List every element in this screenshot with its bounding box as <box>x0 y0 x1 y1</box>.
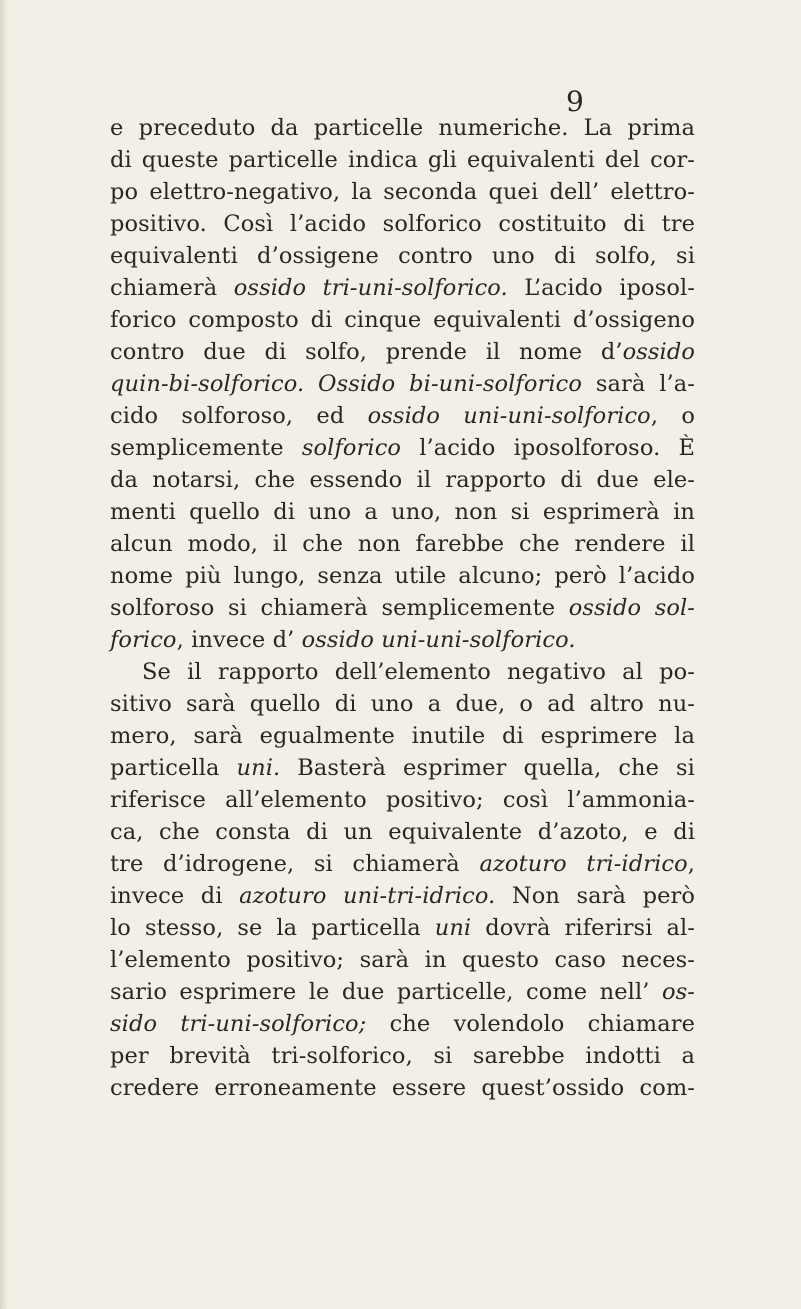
text-segment: equivalenti d’ossigene contro uno di solfo, si <box>110 243 695 269</box>
text-segment: particella <box>110 755 237 781</box>
text-segment: cido solforoso, ed <box>110 403 368 429</box>
text-line <box>110 400 695 432</box>
text-line <box>110 112 695 144</box>
text-line <box>110 784 695 816</box>
text-segment: l’elemento positivo; sarà in questo caso neces- <box>110 947 695 973</box>
italic-text-segment: sido tri-uni-solforico; <box>110 1011 367 1037</box>
page-number: 9 <box>566 85 584 118</box>
italic-text-segment: uni <box>434 915 472 941</box>
text-line <box>110 464 695 496</box>
text-line <box>110 656 695 688</box>
text-segment: sitivo sarà quello di uno a due, o ad altro nu- <box>110 691 695 717</box>
page-edge-shadow <box>0 0 8 1309</box>
text-segment: semplicemente <box>110 435 302 461</box>
text-segment: lo stesso, se la particella <box>110 915 435 941</box>
text-segment: sarà l’a- <box>582 371 695 397</box>
text-segment: da notarsi, che essendo il rapporto di due ele- <box>110 467 695 493</box>
text-segment: riferisce all’elemento positivo; così l’ammonia- <box>110 787 695 813</box>
text-line <box>110 560 695 592</box>
text-segment: Se il rapporto dell’elemento negativo al po- <box>142 659 695 685</box>
text-line <box>110 432 695 464</box>
italic-text-segment: ossido tri-uni-solforico. <box>233 275 508 301</box>
text-line <box>110 528 695 560</box>
text-line <box>110 144 695 176</box>
italic-text-segment: ossido sol- <box>568 595 695 621</box>
text-segment: l’acido iposolforoso. È <box>401 435 696 461</box>
text-segment: chiamerà <box>110 275 234 301</box>
text-segment: di queste particelle indica gli equivalenti del cor- <box>110 147 695 173</box>
text-line <box>110 1040 695 1072</box>
italic-text-segment: os- <box>662 979 695 1005</box>
italic-text-segment: azoturo uni-tri-idrico. <box>239 883 496 909</box>
body-text <box>110 112 695 1104</box>
text-line <box>110 368 695 400</box>
text-line <box>110 1008 695 1040</box>
text-line <box>110 240 695 272</box>
text-segment: positivo. Così l’acido solforico costituito di tre <box>110 211 695 237</box>
text-segment: contro due di solfo, prende il nome d’ <box>110 339 623 365</box>
text-segment: menti quello di uno a uno, non si esprimerà in <box>110 499 695 525</box>
text-line <box>110 976 695 1008</box>
italic-text-segment: solforico <box>301 435 402 461</box>
text-line <box>110 592 695 624</box>
text-segment: mero, sarà egualmente inutile di esprimere la <box>110 723 695 749</box>
italic-text-segment: ossido uni-uni-solforico <box>367 403 651 429</box>
text-segment: , o <box>650 403 695 429</box>
text-line <box>110 304 695 336</box>
italic-text-segment: azoturo tri-idrico <box>479 851 688 877</box>
text-segment: Non sarà però <box>495 883 695 909</box>
italic-text-segment: quin-bi-solforico. Ossido bi-uni-solforico <box>110 371 583 397</box>
italic-text-segment: ossido uni-uni-solforico. <box>301 627 576 653</box>
text-line <box>110 720 695 752</box>
text-segment: ca, che consta di un equivalente d’azoto, e di <box>110 819 695 845</box>
text-segment: nome più lungo, senza utile alcuno; però l’acido <box>110 563 695 589</box>
text-segment: po elettro-negativo, la seconda quei dell’ elettro- <box>110 179 695 205</box>
text-line <box>110 912 695 944</box>
text-segment: solforoso si chiamerà semplicemente <box>110 595 569 621</box>
text-line <box>110 688 695 720</box>
text-line <box>110 208 695 240</box>
text-line <box>110 496 695 528</box>
text-line <box>110 336 695 368</box>
text-segment: Basterà esprimer quella, che si <box>280 755 695 781</box>
text-line <box>110 816 695 848</box>
text-line <box>110 848 695 880</box>
text-segment: forico composto di cinque equivalenti d’ossigeno <box>110 307 695 333</box>
text-segment: sario esprimere le due particelle, come nell’ <box>110 979 662 1005</box>
italic-text-segment: uni. <box>236 755 281 781</box>
text-segment: dovrà riferirsi al- <box>471 915 695 941</box>
text-segment: per brevità tri-solforico, si sarebbe indotti a <box>110 1043 695 1069</box>
text-line <box>110 1072 695 1104</box>
text-segment: e preceduto da particelle numeriche. La prima <box>110 115 695 141</box>
text-segment: invece di <box>110 883 240 909</box>
text-line <box>110 880 695 912</box>
text-line <box>110 272 695 304</box>
text-segment: tre d’idrogene, si chiamerà <box>110 851 480 877</box>
italic-text-segment: forico <box>110 627 177 653</box>
text-segment: credere erroneamente essere quest’ossido com- <box>110 1075 695 1101</box>
text-segment: , invece d’ <box>176 627 302 653</box>
italic-text-segment: ossido <box>622 339 695 365</box>
text-line <box>110 752 695 784</box>
text-line <box>110 176 695 208</box>
text-segment: , <box>687 851 695 877</box>
text-segment: L’acido iposol- <box>507 275 695 301</box>
text-line <box>110 944 695 976</box>
text-line <box>110 624 695 656</box>
text-segment: che volendolo chiamare <box>366 1011 695 1037</box>
text-segment: alcun modo, il che non farebbe che rendere il <box>110 531 695 557</box>
